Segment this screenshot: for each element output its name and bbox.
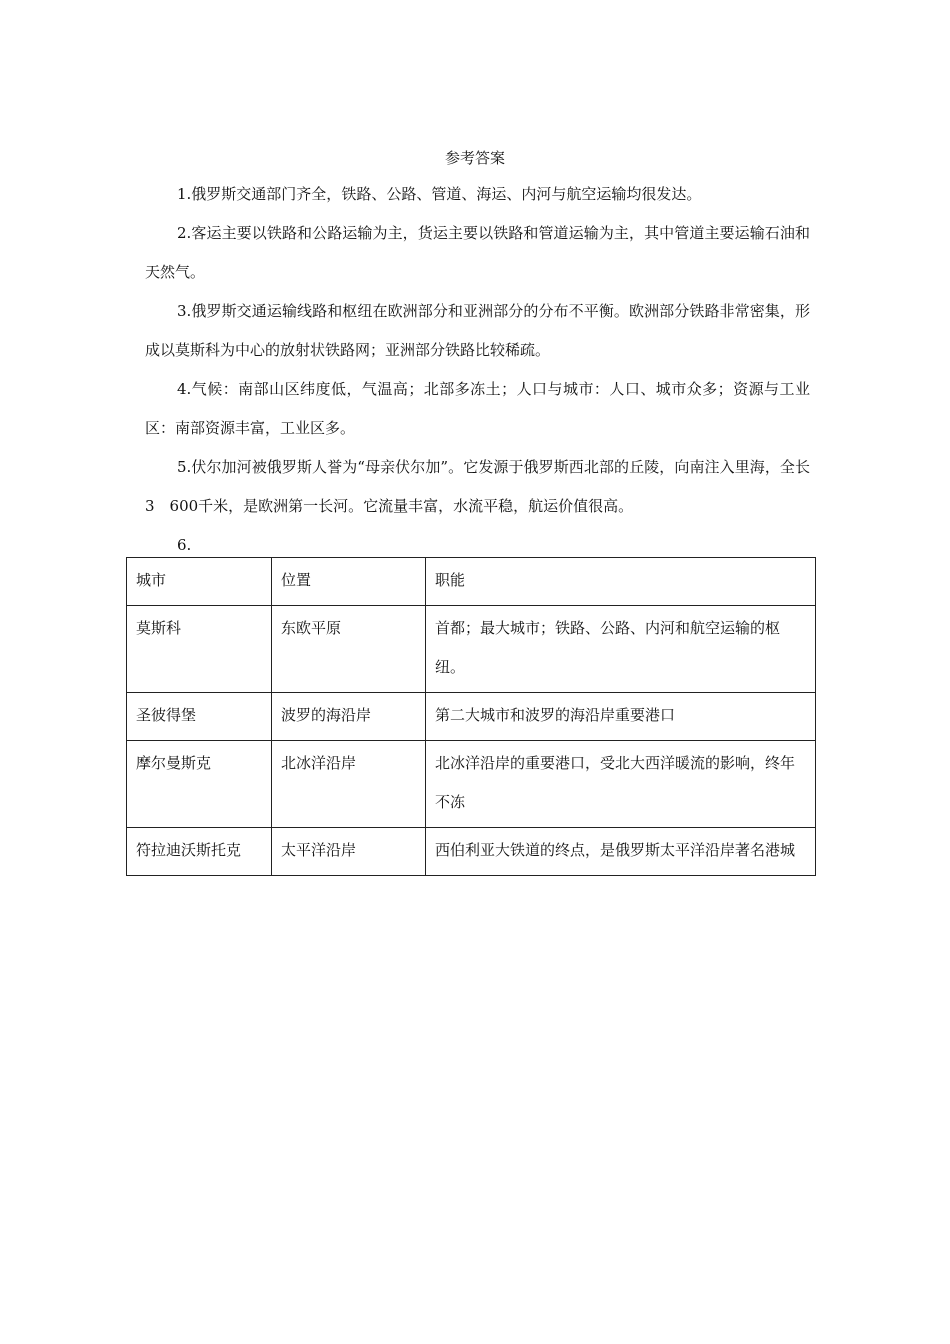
header-city: 城市: [127, 558, 272, 606]
cell-city: 摩尔曼斯克: [127, 741, 272, 828]
cell-function: 第二大城市和波罗的海沿岸重要港口: [426, 693, 816, 741]
answer-6-label: 6.: [177, 536, 192, 554]
answer-2: 2.客运主要以铁路和公路运输为主，货运主要以铁路和管道运输为主，其中管道主要运输石油和天然气。: [145, 224, 810, 281]
table-header-row: [127, 558, 816, 606]
cell-function: 西伯利亚大铁道的终点，是俄罗斯太平洋沿岸著名港城: [426, 828, 816, 876]
page-title: 参考答案: [444, 149, 505, 167]
cell-city: 符拉迪沃斯托克: [127, 828, 272, 876]
answer-list: [145, 175, 810, 565]
cell-function: 北冰洋沿岸的重要港口，受北大西洋暖流的影响，终年不冻: [426, 741, 816, 828]
header-function: 职能: [426, 558, 816, 606]
cell-city: 圣彼得堡: [127, 693, 272, 741]
cell-position: 东欧平原: [272, 606, 426, 693]
table-row: [127, 828, 816, 876]
cell-position: 北冰洋沿岸: [272, 741, 426, 828]
city-table: [126, 557, 816, 876]
cell-position: 太平洋沿岸: [272, 828, 426, 876]
answer-3: 3.俄罗斯交通运输线路和枢纽在欧洲部分和亚洲部分的分布不平衡。欧洲部分铁路非常密集，形成以莫斯科为中心的放射状铁路网；亚洲部分铁路比较稀疏。: [145, 302, 810, 359]
table-row: [127, 741, 816, 828]
answer-1: 1.俄罗斯交通部门齐全，铁路、公路、管道、海运、内河与航空运输均很发达。: [177, 185, 702, 203]
answer-5: 5.伏尔加河被俄罗斯人誉为“母亲伏尔加”。它发源于俄罗斯西北部的丘陵，向南注入里海，全长3 600千米，是欧洲第一长河。它流量丰富，水流平稳，航运价值很高。: [145, 458, 810, 515]
table-row: [127, 693, 816, 741]
table-row: [127, 606, 816, 693]
cell-position: 波罗的海沿岸: [272, 693, 426, 741]
cell-city: 莫斯科: [127, 606, 272, 693]
answer-4: 4.气候：南部山区纬度低，气温高；北部多冻土；人口与城市：人口、城市众多；资源与工业区：南部资源丰富，工业区多。: [145, 380, 810, 437]
cell-function: 首都；最大城市；铁路、公路、内河和航空运输的枢纽。: [426, 606, 816, 693]
header-position: 位置: [272, 558, 426, 606]
